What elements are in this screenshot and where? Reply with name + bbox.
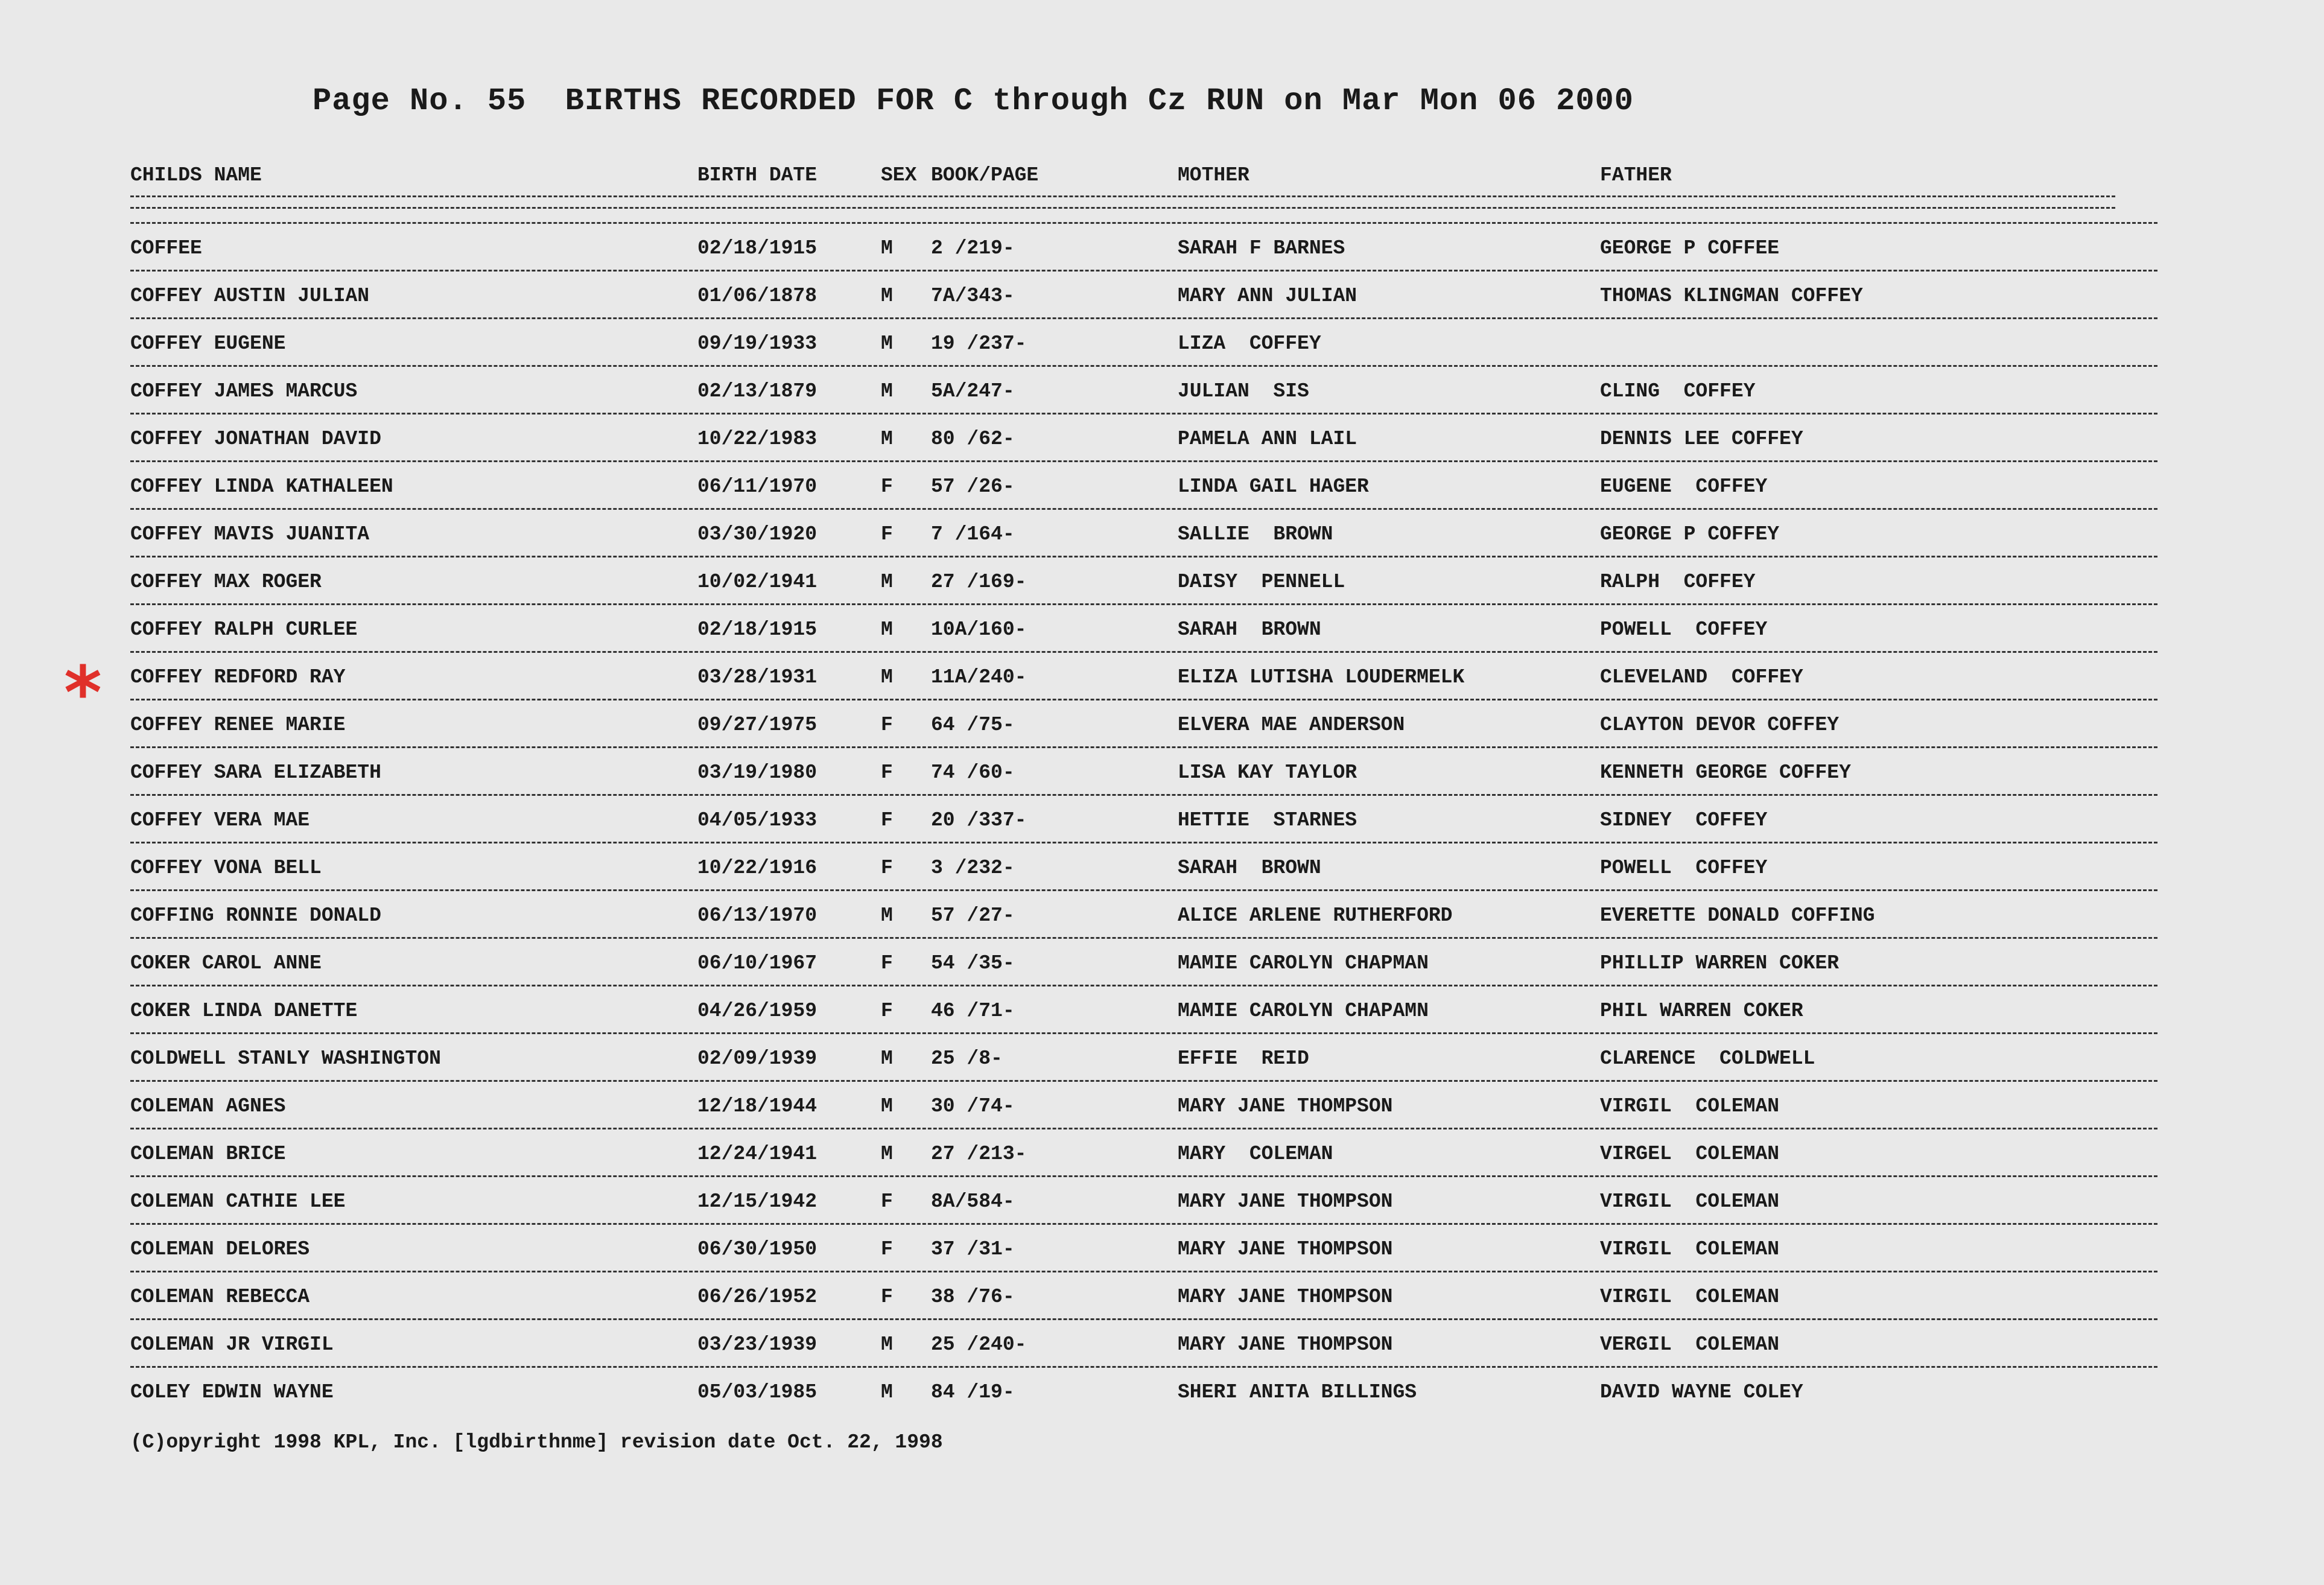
birth-date-cell: 03/23/1939 (697, 1333, 818, 1356)
col-header-childs-name: CHILDS NAME (130, 164, 262, 186)
birth-date-cell: 12/15/1942 (697, 1190, 818, 1213)
father-cell: THOMAS KLINGMAN COFFEY (1600, 285, 1863, 307)
book-page-cell: 7A/343- (931, 285, 1015, 307)
child-name-cell: COKER LINDA DANETTE (130, 1000, 358, 1022)
child-name-cell: COFFEY VERA MAE (130, 809, 310, 831)
mother-cell: MAMIE CAROLYN CHAPMAN (1178, 952, 1429, 974)
child-name-cell: COLEMAN JR VIRGIL (130, 1333, 334, 1356)
mother-cell: SARAH BROWN (1178, 857, 1321, 879)
table-row (130, 1320, 2157, 1368)
mother-cell: HETTIE STARNES (1178, 809, 1357, 831)
mother-cell: LIZA COFFEY (1178, 332, 1321, 355)
book-page-cell: 74 /60- (931, 761, 1015, 784)
mother-cell: JULIAN SIS (1178, 380, 1309, 402)
book-page-cell: 27 /213- (931, 1143, 1027, 1165)
table-row (130, 748, 2157, 796)
table-row (130, 700, 2157, 748)
book-page-cell: 37 /31- (931, 1238, 1015, 1260)
table-row (130, 1272, 2157, 1320)
table-row (130, 557, 2157, 605)
birth-date-cell: 01/06/1878 (697, 285, 818, 307)
table-body (130, 224, 2157, 1415)
child-name-cell: COFFEY SARA ELIZABETH (130, 761, 381, 784)
child-name-cell: COLEMAN AGNES (130, 1095, 286, 1117)
sex-cell: F (881, 952, 893, 974)
father-cell: POWELL COFFEY (1600, 857, 1768, 879)
father-cell: CLAYTON DEVOR COFFEY (1600, 714, 1840, 736)
table-row (130, 891, 2157, 939)
sex-cell: M (881, 285, 893, 307)
sex-cell: F (881, 809, 893, 831)
sex-cell: F (881, 1286, 893, 1308)
mother-cell: ELVERA MAE ANDERSON (1178, 714, 1405, 736)
child-name-cell: COLEMAN CATHIE LEE (130, 1190, 346, 1213)
mother-cell: EFFIE REID (1178, 1047, 1309, 1070)
copyright-footer: (C)opyright 1998 KPL, Inc. [lgdbirthnme] revision date Oct. 22, 1998 (130, 1431, 943, 1453)
book-page-cell: 8A/584- (931, 1190, 1015, 1213)
table-row (130, 1177, 2157, 1225)
sex-cell: M (881, 428, 893, 450)
births-report-table (130, 164, 2157, 1415)
father-cell: CLARENCE COLDWELL (1600, 1047, 1815, 1070)
mother-cell: MARY ANN JULIAN (1178, 285, 1357, 307)
book-page-cell: 19 /237- (931, 332, 1027, 355)
book-page-cell: 25 /240- (931, 1333, 1027, 1356)
child-name-cell: COFFEY LINDA KATHALEEN (130, 475, 393, 498)
father-cell: KENNETH GEORGE COFFEY (1600, 761, 1851, 784)
sex-cell: M (881, 1143, 893, 1165)
father-cell: VIRGEL COLEMAN (1600, 1143, 1780, 1165)
mother-cell: MAMIE CAROLYN CHAPAMN (1178, 1000, 1429, 1022)
birth-date-cell: 02/18/1915 (697, 618, 818, 641)
child-name-cell: COLDWELL STANLY WASHINGTON (130, 1047, 441, 1070)
father-cell: VERGIL COLEMAN (1600, 1333, 1780, 1356)
father-cell: VIRGIL COLEMAN (1600, 1190, 1780, 1213)
table-row (130, 653, 2157, 700)
page-title: Page No. 55 BIRTHS RECORDED FOR C through Cz RUN on Mar Mon 06 2000 (313, 83, 1634, 119)
table-row (130, 1034, 2157, 1082)
sex-cell: F (881, 1000, 893, 1022)
father-cell: EVERETTE DONALD COFFING (1600, 904, 1875, 927)
child-name-cell: COFFEY RENEE MARIE (130, 714, 346, 736)
table-row (130, 224, 2157, 272)
mother-cell: MARY JANE THOMPSON (1178, 1238, 1393, 1260)
mother-cell: ALICE ARLENE RUTHERFORD (1178, 904, 1453, 927)
book-page-cell: 11A/240- (931, 666, 1027, 688)
birth-date-cell: 09/27/1975 (697, 714, 818, 736)
child-name-cell: COFFEY AUSTIN JULIAN (130, 285, 370, 307)
table-row (130, 1225, 2157, 1272)
birth-date-cell: 10/02/1941 (697, 571, 818, 593)
book-page-cell: 57 /27- (931, 904, 1015, 927)
father-cell: CLING COFFEY (1600, 380, 1756, 402)
mother-cell: LINDA GAIL HAGER (1178, 475, 1369, 498)
sex-cell: F (881, 761, 893, 784)
birth-date-cell: 06/30/1950 (697, 1238, 818, 1260)
book-page-cell: 10A/160- (931, 618, 1027, 641)
birth-date-cell: 03/28/1931 (697, 666, 818, 688)
birth-date-cell: 10/22/1916 (697, 857, 818, 879)
table-row (130, 939, 2157, 986)
mother-cell: SARAH F BARNES (1178, 237, 1345, 259)
book-page-cell: 25 /8- (931, 1047, 1003, 1070)
sex-cell: M (881, 332, 893, 355)
table-row (130, 1082, 2157, 1129)
child-name-cell: COFFEY JAMES MARCUS (130, 380, 358, 402)
sex-cell: M (881, 1095, 893, 1117)
book-page-cell: 84 /19- (931, 1381, 1015, 1403)
child-name-cell: COLEY EDWIN WAYNE (130, 1381, 334, 1403)
sex-cell: M (881, 1381, 893, 1403)
birth-date-cell: 02/09/1939 (697, 1047, 818, 1070)
sex-cell: M (881, 237, 893, 259)
birth-date-cell: 02/18/1915 (697, 237, 818, 259)
father-cell: GEORGE P COFFEY (1600, 523, 1780, 545)
birth-date-cell: 06/11/1970 (697, 475, 818, 498)
book-page-cell: 54 /35- (931, 952, 1015, 974)
birth-date-cell: 09/19/1933 (697, 332, 818, 355)
book-page-cell: 3 /232- (931, 857, 1015, 879)
child-name-cell: COFFEY RALPH CURLEE (130, 618, 358, 641)
father-cell: EUGENE COFFEY (1600, 475, 1768, 498)
sex-cell: M (881, 904, 893, 927)
book-page-cell: 46 /71- (931, 1000, 1015, 1022)
birth-date-cell: 03/30/1920 (697, 523, 818, 545)
col-header-sex: SEX (881, 164, 917, 186)
father-cell: POWELL COFFEY (1600, 618, 1768, 641)
father-cell: DENNIS LEE COFFEY (1600, 428, 1803, 450)
table-row (130, 510, 2157, 557)
col-header-mother: MOTHER (1178, 164, 1249, 186)
mother-cell: MARY JANE THOMPSON (1178, 1333, 1393, 1356)
col-header-book-page: BOOK/PAGE (931, 164, 1039, 186)
book-page-cell: 2 /219- (931, 237, 1015, 259)
book-page-cell: 38 /76- (931, 1286, 1015, 1308)
sex-cell: F (881, 475, 893, 498)
birth-date-cell: 02/13/1879 (697, 380, 818, 402)
birth-date-cell: 06/26/1952 (697, 1286, 818, 1308)
sex-cell: F (881, 1190, 893, 1213)
child-name-cell: COFFEE (130, 237, 202, 259)
father-cell: GEORGE P COFFEE (1600, 237, 1780, 259)
child-name-cell: COFFING RONNIE DONALD (130, 904, 381, 927)
child-name-cell: COLEMAN REBECCA (130, 1286, 310, 1308)
father-cell: PHIL WARREN COKER (1600, 1000, 1803, 1022)
mother-cell: LISA KAY TAYLOR (1178, 761, 1357, 784)
book-page-cell: 5A/247- (931, 380, 1015, 402)
mother-cell: MARY JANE THOMPSON (1178, 1095, 1393, 1117)
child-name-cell: COKER CAROL ANNE (130, 952, 322, 974)
father-cell: RALPH COFFEY (1600, 571, 1756, 593)
child-name-cell: COLEMAN BRICE (130, 1143, 286, 1165)
birth-date-cell: 12/18/1944 (697, 1095, 818, 1117)
child-name-cell: COFFEY MAX ROGER (130, 571, 322, 593)
birth-date-cell: 04/05/1933 (697, 809, 818, 831)
table-row (130, 986, 2157, 1034)
book-page-cell: 20 /337- (931, 809, 1027, 831)
birth-date-cell: 04/26/1959 (697, 1000, 818, 1022)
father-cell: PHILLIP WARREN COKER (1600, 952, 1840, 974)
child-name-cell: COFFEY VONA BELL (130, 857, 322, 879)
sex-cell: F (881, 857, 893, 879)
birth-date-cell: 12/24/1941 (697, 1143, 818, 1165)
mother-cell: MARY COLEMAN (1178, 1143, 1333, 1165)
birth-date-cell: 06/13/1970 (697, 904, 818, 927)
birth-date-cell: 03/19/1980 (697, 761, 818, 784)
sex-cell: M (881, 618, 893, 641)
table-row (130, 1129, 2157, 1177)
father-cell: DAVID WAYNE COLEY (1600, 1381, 1803, 1403)
father-cell: CLEVELAND COFFEY (1600, 666, 1803, 688)
table-row (130, 319, 2157, 367)
table-row (130, 415, 2157, 462)
book-page-cell: 7 /164- (931, 523, 1015, 545)
birth-date-cell: 05/03/1985 (697, 1381, 818, 1403)
sex-cell: F (881, 714, 893, 736)
mother-cell: ELIZA LUTISHA LOUDERMELK (1178, 666, 1465, 688)
mother-cell: MARY JANE THOMPSON (1178, 1190, 1393, 1213)
sex-cell: M (881, 1333, 893, 1356)
mother-cell: SHERI ANITA BILLINGS (1178, 1381, 1417, 1403)
book-page-cell: 57 /26- (931, 475, 1015, 498)
table-row (130, 272, 2157, 319)
child-name-cell: COFFEY REDFORD RAY (130, 666, 346, 688)
book-page-cell: 30 /74- (931, 1095, 1015, 1117)
col-header-father: FATHER (1600, 164, 1672, 186)
mother-cell: MARY JANE THOMPSON (1178, 1286, 1393, 1308)
col-header-birth-date: BIRTH DATE (697, 164, 818, 186)
mother-cell: SALLIE BROWN (1178, 523, 1333, 545)
table-row (130, 843, 2157, 891)
book-page-cell: 64 /75- (931, 714, 1015, 736)
book-page-cell: 80 /62- (931, 428, 1015, 450)
father-cell: VIRGIL COLEMAN (1600, 1095, 1780, 1117)
child-name-cell: COFFEY MAVIS JUANITA (130, 523, 370, 545)
child-name-cell: COFFEY EUGENE (130, 332, 286, 355)
father-cell: VIRGIL COLEMAN (1600, 1286, 1780, 1308)
father-cell: SIDNEY COFFEY (1600, 809, 1768, 831)
sex-cell: M (881, 1047, 893, 1070)
header-double-rule (130, 195, 2115, 209)
sex-cell: M (881, 380, 893, 402)
sex-cell: M (881, 666, 893, 688)
table-row (130, 1368, 2157, 1415)
child-name-cell: COFFEY JONATHAN DAVID (130, 428, 381, 450)
table-row (130, 796, 2157, 843)
child-name-cell: COLEMAN DELORES (130, 1238, 310, 1260)
birth-date-cell: 06/10/1967 (697, 952, 818, 974)
sex-cell: F (881, 523, 893, 545)
birth-date-cell: 10/22/1983 (697, 428, 818, 450)
sex-cell: M (881, 571, 893, 593)
table-row (130, 367, 2157, 415)
father-cell: VIRGIL COLEMAN (1600, 1238, 1780, 1260)
mother-cell: SARAH BROWN (1178, 618, 1321, 641)
table-row (130, 605, 2157, 653)
table-row (130, 462, 2157, 510)
red-asterisk-marker: * (64, 652, 102, 735)
mother-cell: DAISY PENNELL (1178, 571, 1345, 593)
book-page-cell: 27 /169- (931, 571, 1027, 593)
mother-cell: PAMELA ANN LAIL (1178, 428, 1357, 450)
column-header-row (130, 164, 2157, 193)
sex-cell: F (881, 1238, 893, 1260)
